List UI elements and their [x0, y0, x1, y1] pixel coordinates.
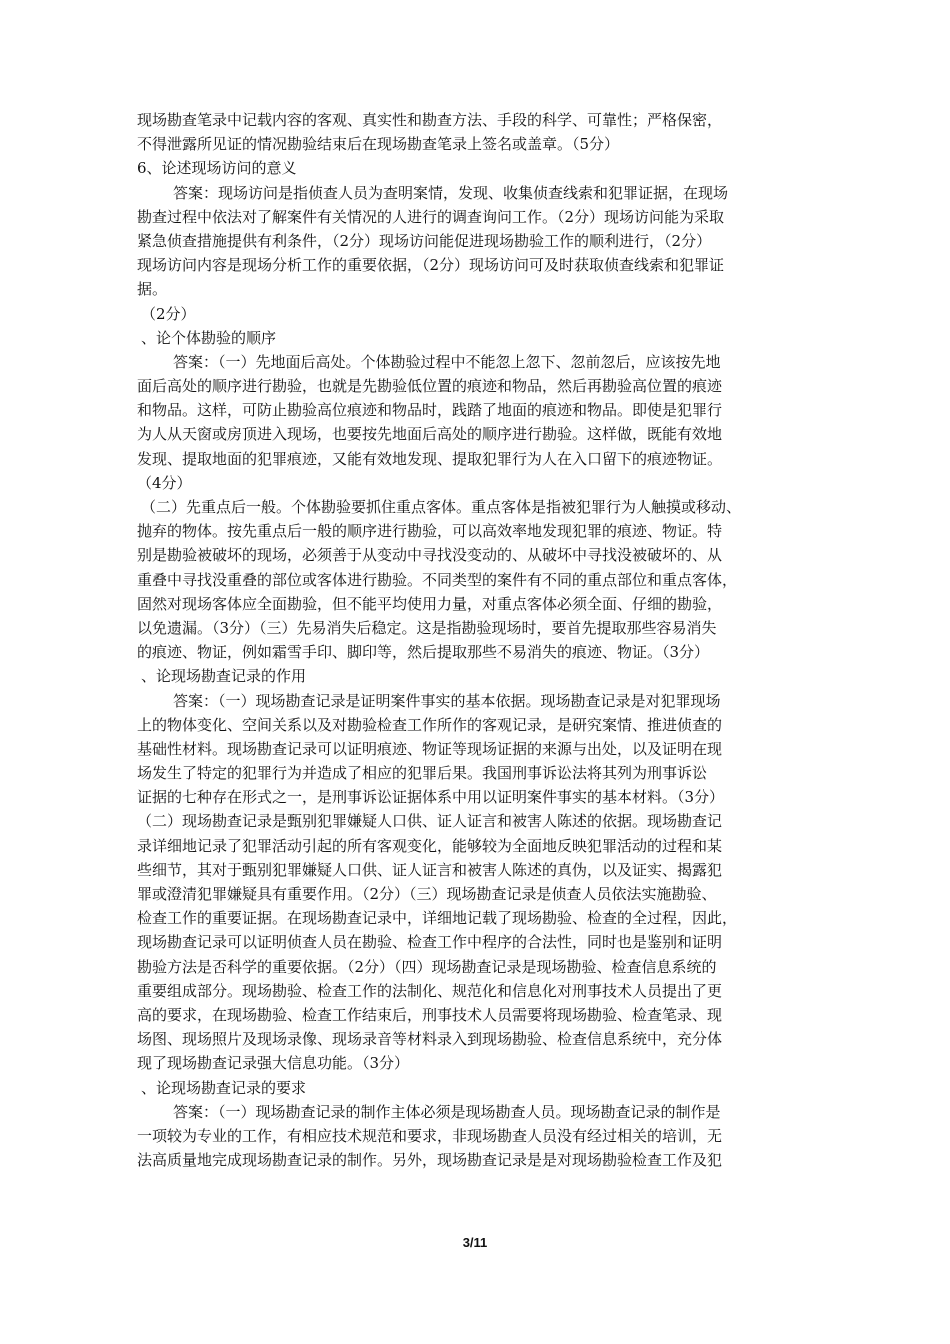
text-line: 答案：（一）先地面后高处。个体勘验过程中不能忽上忽下、忽前忽后，应该按先地	[173, 352, 721, 371]
text-line: 罪或澄清犯罪嫌疑具有重要作用。（2分）（三）现场勘查记录是侦查人员依法实施勘验、	[137, 885, 717, 903]
text-line: 一项较为专业的工作，有相应技术规范和要求，非现场勘查人员没有经过相关的培训，无	[137, 1126, 723, 1145]
text-line: 固然对现场客体应全面勘验，但不能平均使用力量，对重点客体必须全面、仔细的勘验，	[137, 594, 723, 613]
text-line: 证据的七种存在形式之一，是刑事诉讼证据体系中用以证明案件事实的基本材料。（3分）	[137, 788, 725, 807]
text-line: 法高质量地完成现场勘查记录的制作。另外，现场勘查记录是是对现场勘验检查工作及犯	[137, 1151, 723, 1170]
text-line: 、论现场勘查记录的作用	[141, 667, 307, 686]
text-line: （4分）	[137, 473, 192, 492]
text-line: （二）先重点后一般。个体勘验要抓住重点客体。重点客体是指被犯罪行为人触摸或移动、	[141, 498, 742, 516]
text-line: 些细节，其对于甄别犯罪嫌疑人口供、证人证言和被害人陈述的真伪，以及证实、揭露犯	[137, 860, 723, 879]
text-line: （二）现场勘查记录是甄别犯罪嫌疑人口供、证人证言和被害人陈述的依据。现场勘查记	[137, 812, 723, 831]
text-line: 录详细地记录了犯罪活动引起的所有客观变化，能够较为全面地反映犯罪活动的过程和某	[137, 836, 723, 855]
text-line: 别是勘验被破坏的现场，必须善于从变动中寻找没变动的、从破坏中寻找没被破坏的、从	[137, 546, 723, 565]
text-line: 场发生了特定的犯罪行为并造成了相应的犯罪后果。我国刑事诉讼法将其列为刑事诉讼	[137, 764, 708, 783]
text-line: 不得泄露所见证的情况勘验结束后在现场勘查笔录上签名或盖章。（5分）	[137, 135, 620, 154]
document-body	[137, 108, 827, 1172]
text-line: 现了现场勘查记录强大信息功能。（3分）	[137, 1054, 410, 1073]
text-line: （2分）	[141, 304, 196, 323]
text-line: 6、论述现场访问的意义	[137, 159, 297, 178]
text-line: 检查工作的重要证据。在现场勘查记录中，详细地记载了现场勘验、检查的全过程，因此，	[137, 909, 738, 928]
text-line: 紧急侦查措施提供有利条件，（2分）现场访问能促进现场勘验工作的顺利进行，（2分）	[137, 231, 712, 250]
text-line: 现场勘查笔录中记载内容的客观、真实性和勘查方法、手段的科学、可靠性；严格保密，	[137, 111, 723, 129]
text-line: 重要组成部分。现场勘验、检查工作的法制化、规范化和信息化对刑事技术人员提出了更	[137, 981, 723, 1000]
text-line: 以免遗漏。（3分）（三）先易消失后稳定。这是指勘验现场时，要首先提取那些容易消失	[137, 618, 717, 637]
text-line: 的痕迹、物证，例如霜雪手印、脚印等，然后提取那些不易消失的痕迹、物证。（3分）	[137, 643, 710, 662]
text-line: 答案：现场访问是指侦查人员为查明案情，发现、收集侦查线索和犯罪证据，在现场	[173, 183, 729, 202]
text-line: 、论现场勘查记录的要求	[141, 1078, 307, 1097]
text-line: 、论个体勘验的顺序	[141, 328, 277, 347]
text-line: 发现、提取地面的犯罪痕迹，又能有效地发现、提取犯罪行为人在入口留下的痕迹物证。	[137, 449, 723, 468]
text-line: 面后高处的顺序进行勘验，也就是先勘验低位置的痕迹和物品，然后再勘验高位置的痕迹	[137, 377, 723, 396]
text-line: 现场勘查记录可以证明侦查人员在勘验、检查工作中程序的合法性，同时也是鉴别和证明	[137, 933, 723, 952]
text-line: 据。	[137, 280, 168, 299]
text-line: 基础性材料。现场勘查记录可以证明痕迹、物证等现场证据的来源与出处，以及证明在现	[137, 739, 723, 758]
text-line: 答案：（一）现场勘查记录的制作主体必须是现场勘查人员。现场勘查记录的制作是	[173, 1102, 721, 1121]
text-line: 和物品。这样，可防止勘验高位痕迹和物品时，践踏了地面的痕迹和物品。即使是犯罪行	[137, 401, 723, 420]
text-line: 上的物体变化、空间关系以及对勘验检查工作所作的客观记录，是研究案情、推进侦查的	[137, 715, 723, 734]
text-line: 高的要求，在现场勘验、检查工作结束后，刑事技术人员需要将现场勘验、检查笔录、现	[137, 1005, 723, 1024]
text-line: 为人从天窗或房顶进入现场，也要按先地面后高处的顺序进行勘验。这样做，既能有效地	[137, 425, 723, 444]
text-line: 勘查过程中依法对了解案件有关情况的人进行的调查询问工作。（2分）现场访问能为采取	[137, 207, 725, 226]
text-line: 勘验方法是否科学的重要依据。（2分）（四）现场勘查记录是现场勘验、检查信息系统的	[137, 957, 717, 976]
text-line: 现场访问内容是现场分析工作的重要依据，（2分）现场访问可及时获取侦查线索和犯罪证	[137, 256, 725, 275]
text-line: 重叠中寻找没重叠的部位或客体进行勘验。不同类型的案件有不同的重点部位和重点客体，	[137, 570, 738, 589]
text-line: 答案：（一）现场勘查记录是证明案件事实的基本依据。现场勘查记录是对犯罪现场	[173, 691, 721, 710]
text-line: 场图、现场照片及现场录像、现场录音等材料录入到现场勘验、检查信息系统中，充分体	[137, 1030, 723, 1049]
text-line: 抛弃的物体。按先重点后一般的顺序进行勘验，可以高效率地发现犯罪的痕迹、物证。特	[137, 522, 723, 541]
page-number: 3/11	[462, 1235, 488, 1250]
